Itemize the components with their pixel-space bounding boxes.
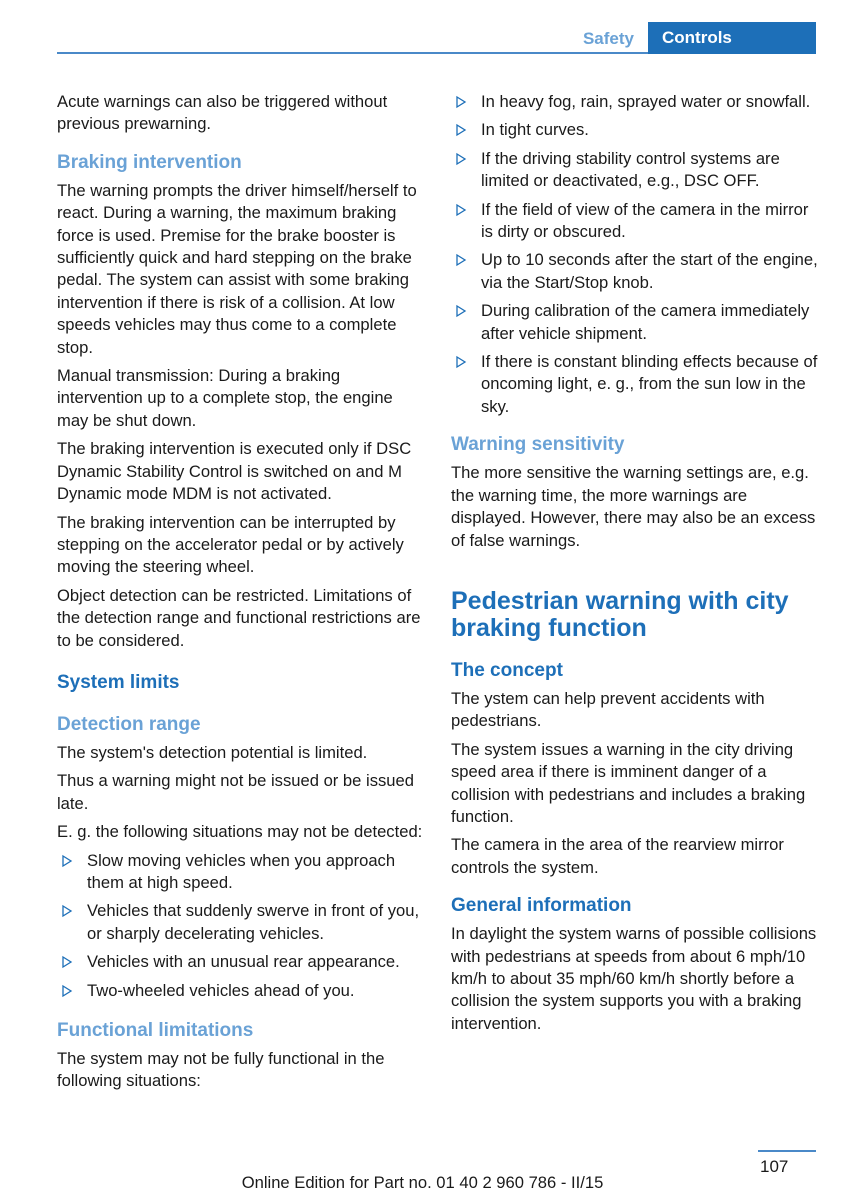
list-item: Vehicles with an unusual rear appearance.	[57, 951, 425, 973]
bullet-triangle-icon	[453, 91, 469, 113]
concept-paragraph-1: The ystem can help prevent accidents with pedestrians.	[451, 688, 765, 731]
intro-paragraph: Acute warnings can also be triggered without previous prewarning.	[57, 92, 388, 134]
pedestrian-warning-heading: Pedestrian warning with city braking function	[451, 586, 789, 642]
list-item: In tight curves.	[451, 119, 819, 141]
edition-footer: Online Edition for Part no. 01 40 2 960 786 - II/15	[241, 1173, 604, 1192]
bullet-triangle-icon	[453, 199, 469, 221]
list-item: If the field of view of the camera in the mirror is dirty or obscured.	[451, 199, 819, 244]
detection-range-heading: Detection range	[57, 713, 201, 735]
list-item: Up to 10 seconds after the start of the engine, via the Start/Stop knob.	[451, 249, 819, 294]
general-paragraph-1: In daylight the system warns of possible collisions with pedestrians at speeds from about 6 mph/10 km/h to about 35 mph/60 km/h shortly before a collision the system supports you with a braking intervention.	[451, 924, 817, 1033]
bullet-triangle-icon	[59, 900, 75, 922]
list-item: During calibration of the camera immediately after vehicle shipment.	[451, 300, 819, 345]
braking-intervention-heading: Braking intervention	[57, 151, 242, 173]
concept-paragraph-3: The camera in the area of the rearview mirror controls the system.	[451, 835, 784, 877]
detection-paragraph-1: The system's detection potential is limited.	[57, 742, 368, 762]
list-item: In heavy fog, rain, sprayed water or snowfall.	[451, 91, 819, 113]
tab-controls[interactable]: Controls	[648, 22, 816, 54]
list-item: Slow moving vehicles when you approach them at high speed.	[57, 850, 425, 895]
braking-paragraph-3: The braking intervention is executed only if DSC Dynamic Stability Control is switched on and M Dynamic mode MDM is not activated.	[57, 439, 412, 504]
concept-paragraph-2: The system issues a warning in the city driving speed area if there is imminent danger of a collision with pedestrians and includes a braking function.	[451, 739, 806, 826]
page-number: 107	[760, 1157, 789, 1176]
bullet-triangle-icon	[59, 980, 75, 1002]
footer-rule	[758, 1150, 816, 1152]
functional-limitations-heading: Functional limitations	[57, 1020, 254, 1041]
detection-paragraph-3: E. g. the following situations may not be detected:	[57, 822, 423, 842]
bullet-triangle-icon	[453, 148, 469, 170]
system-limits-heading: System limits	[57, 671, 180, 693]
braking-paragraph-5: Object detection can be restricted. Limitations of the detection range and functional restrictions are to be considered.	[57, 585, 421, 650]
list-item: Vehicles that suddenly swerve in front of you, or sharply decelerating vehicles.	[57, 900, 425, 945]
bullet-triangle-icon	[453, 300, 469, 322]
list-item: If there is constant blinding effects because of oncoming light, e. g., from the sun low in the sky.	[451, 351, 819, 418]
bullet-triangle-icon	[59, 850, 75, 872]
braking-paragraph-1: The warning prompts the driver himself/herself to react. During a warning, the maximum braking force is used. Premise for the brake booster is sufficiently quick and hard stepping on the brake pedal. The system can assist with some braking intervention if there is risk of a collision. At low speeds vehicles may thus come to a complete stop.	[57, 180, 417, 357]
functional-list	[451, 91, 819, 418]
braking-paragraph-4: The braking intervention can be interrupted by stepping on the accelerator pedal or by actively moving the steering wheel.	[57, 512, 404, 577]
bullet-triangle-icon	[453, 249, 469, 271]
detection-list	[57, 850, 425, 1002]
bullet-triangle-icon	[453, 351, 469, 373]
braking-paragraph-2: Manual transmission: During a braking intervention up to a complete stop, the engine may be shut down.	[57, 366, 393, 430]
tab-safety[interactable]: Safety	[582, 29, 634, 48]
left-column	[57, 91, 425, 1099]
sensitivity-paragraph-1: The more sensitive the warning settings are, e.g. the warning time, the more warnings are displayed. However, there may also be an excess of false warnings.	[451, 463, 816, 550]
right-column	[451, 91, 819, 1041]
list-item: If the driving stability control systems are limited or deactivated, e.g., DSC OFF.	[451, 148, 819, 193]
general-information-heading: General information	[451, 895, 632, 917]
warning-sensitivity-heading: Warning sensitivity	[451, 434, 625, 456]
list-item: Two-wheeled vehicles ahead of you.	[57, 980, 425, 1002]
concept-heading: The concept	[451, 659, 563, 681]
detection-paragraph-2: Thus a warning might not be issued or be issued late.	[57, 771, 414, 813]
bullet-triangle-icon	[453, 119, 469, 141]
bullet-triangle-icon	[59, 951, 75, 973]
functional-paragraph-1: The system may not be fully functional in the following situations:	[57, 1049, 385, 1091]
